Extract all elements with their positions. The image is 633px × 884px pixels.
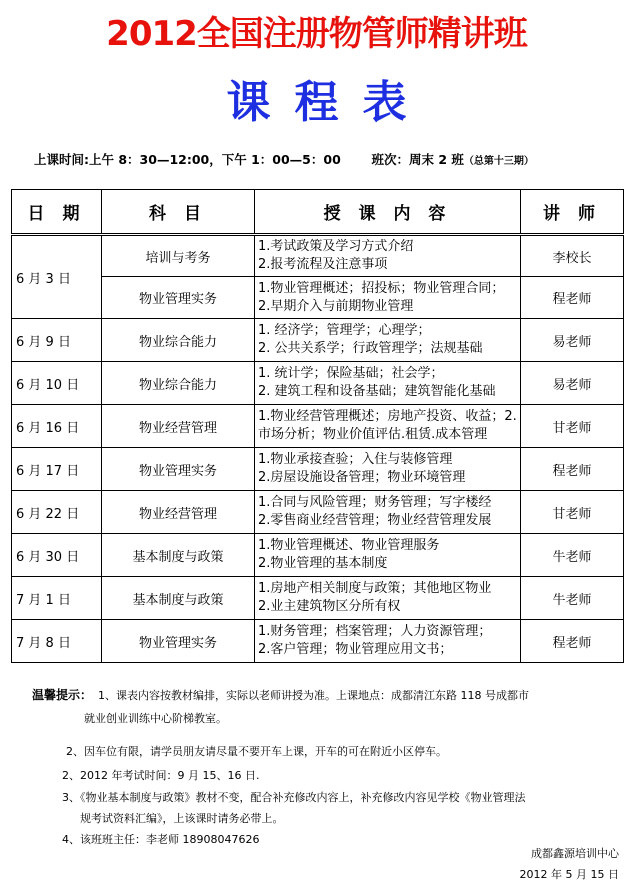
row-subject: 培训与考务: [102, 235, 255, 277]
content-line: 1.考试政策及学习方式介绍: [258, 239, 414, 254]
row-subject: 物业经营管理: [102, 405, 255, 448]
row-date: 6 月 22 日: [12, 491, 102, 534]
document-title: 2012全国注册物管师精讲班: [106, 14, 527, 54]
row-content: [255, 319, 521, 362]
row-subject: 物业综合能力: [102, 319, 255, 362]
table-header-row: [12, 190, 624, 235]
tip-item: 4、该班班主任：李老师 18908047626: [62, 833, 260, 846]
row-teacher: 易老师: [521, 362, 624, 405]
row-subject: 基本制度与政策: [102, 577, 255, 620]
row-date: 7 月 1 日: [12, 577, 102, 620]
tip-item: 1、课表内容按教材编排，实际以老师讲授为准。上课地点：成都清江东路 118 号成都市: [98, 689, 529, 702]
content-line: 1.合同与风险管理；财务管理；写字楼经: [258, 495, 492, 510]
content-line: 2. 建筑工程和设备基础；建筑智能化基础: [258, 384, 496, 399]
row-teacher: 李校长: [521, 235, 624, 277]
row-date: 7 月 8 日: [12, 620, 102, 663]
class-label: 班次：周末 2 班: [371, 152, 464, 167]
content-line: 1.房地产相关制度与政策；其他地区物业: [258, 581, 492, 596]
tip-item: 就业创业训练中心阶梯教室。: [84, 712, 227, 725]
content-line: 1. 经济学；管理学；心理学；: [258, 323, 431, 338]
table-row: [12, 620, 624, 663]
row-subject: 物业经营管理: [102, 491, 255, 534]
row-teacher: 牛老师: [521, 577, 624, 620]
row-date: 6 月 16 日: [12, 405, 102, 448]
tips-label: 温馨提示：: [32, 688, 93, 702]
row-content: [255, 620, 521, 663]
row-date: 6 月 3 日: [12, 235, 102, 319]
content-line: 1. 统计学；保险基础；社会学；: [258, 366, 444, 381]
row-content: [255, 277, 521, 319]
class-note: （总第十三期）: [463, 156, 534, 167]
table-row: [12, 277, 624, 319]
table-row: [12, 362, 624, 405]
row-teacher: 甘老师: [521, 405, 624, 448]
row-content: [255, 362, 521, 405]
content-line: 2.报考流程及注意事项: [258, 257, 388, 272]
schedule-table: [11, 189, 624, 663]
class-info: [34, 150, 624, 168]
class-time: 上课时间:上午 8：30—12:00，下午 1：00—5：00: [34, 152, 341, 167]
row-subject: 物业综合能力: [102, 362, 255, 405]
content-line: 1.物业管理概述；招投标；物业管理合同；: [258, 280, 505, 296]
row-subject: 物业管理实务: [102, 448, 255, 491]
content-line: 2.业主建筑物区分所有权: [258, 599, 401, 614]
tip-item: 3、《物业基本制度与政策》教材不变，配合补充修改内容上，补充修改内容见学校《物业管理法: [62, 791, 526, 804]
table-row: [12, 405, 624, 448]
table-row: [12, 491, 624, 534]
row-date: 6 月 30 日: [12, 534, 102, 577]
row-subject: 物业管理实务: [102, 277, 255, 319]
row-subject: 基本制度与政策: [102, 534, 255, 577]
row-date: 6 月 9 日: [12, 319, 102, 362]
row-teacher: 甘老师: [521, 491, 624, 534]
row-teacher: 程老师: [521, 277, 624, 319]
tip-item: 2、因车位有限，请学员朋友请尽量不要开车上课，开车的可在附近小区停车。: [66, 745, 447, 758]
tip-item: 2、2012 年考试时间：9 月 15、16 日.: [62, 769, 260, 782]
row-content: [255, 491, 521, 534]
content-line: 1.物业管理概述、物业管理服务: [258, 538, 440, 553]
content-line: 1.财务管理；档案管理；人力资源管理；: [258, 624, 492, 639]
row-content: [255, 235, 521, 277]
content-line: 1.物业承接查验；入住与装修管理: [258, 452, 453, 467]
table-row: [12, 577, 624, 620]
table-row: [12, 319, 624, 362]
schedule-heading: 课程表: [226, 77, 431, 128]
row-content: [255, 448, 521, 491]
content-line: 2.物业管理的基本制度: [258, 556, 388, 571]
tip-item: 规考试资料汇编》，上该课时请务必带上。: [80, 812, 284, 825]
footer-date: 2012 年 5 月 15 日: [519, 868, 619, 881]
row-subject: 物业管理实务: [102, 620, 255, 663]
row-date: 6 月 17 日: [12, 448, 102, 491]
row-teacher: 牛老师: [521, 534, 624, 577]
content-line: 2.零售商业经营管理；物业经营管理发展: [258, 513, 492, 528]
table-row: [12, 448, 624, 491]
header-teacher: 讲 师: [521, 190, 624, 235]
content-line: 2.房屋设施设备管理；物业环境管理: [258, 470, 466, 485]
table-row: [12, 534, 624, 577]
row-date: 6 月 10 日: [12, 362, 102, 405]
header-date: 日 期: [12, 190, 102, 235]
content-line: 2.客户管理；物业管理应用文书；: [258, 642, 453, 657]
row-teacher: 程老师: [521, 448, 624, 491]
header-content: 授 课 内 容: [255, 190, 521, 235]
row-content: [255, 405, 521, 448]
row-teacher: 程老师: [521, 620, 624, 663]
footer-org: 成都鑫源培训中心: [531, 847, 619, 860]
content-line: 1.物业经营管理概述；房地产投资、收益；2.市场分析；物业价值评估.租赁.成本管理: [258, 409, 517, 442]
content-line: 2.早期介入与前期物业管理: [258, 298, 414, 314]
row-content: [255, 577, 521, 620]
table-row: [12, 235, 624, 277]
row-content: [255, 534, 521, 577]
content-line: 2. 公共关系学；行政管理学；法规基础: [258, 341, 483, 356]
header-subject: 科 目: [102, 190, 255, 235]
row-teacher: 易老师: [521, 319, 624, 362]
